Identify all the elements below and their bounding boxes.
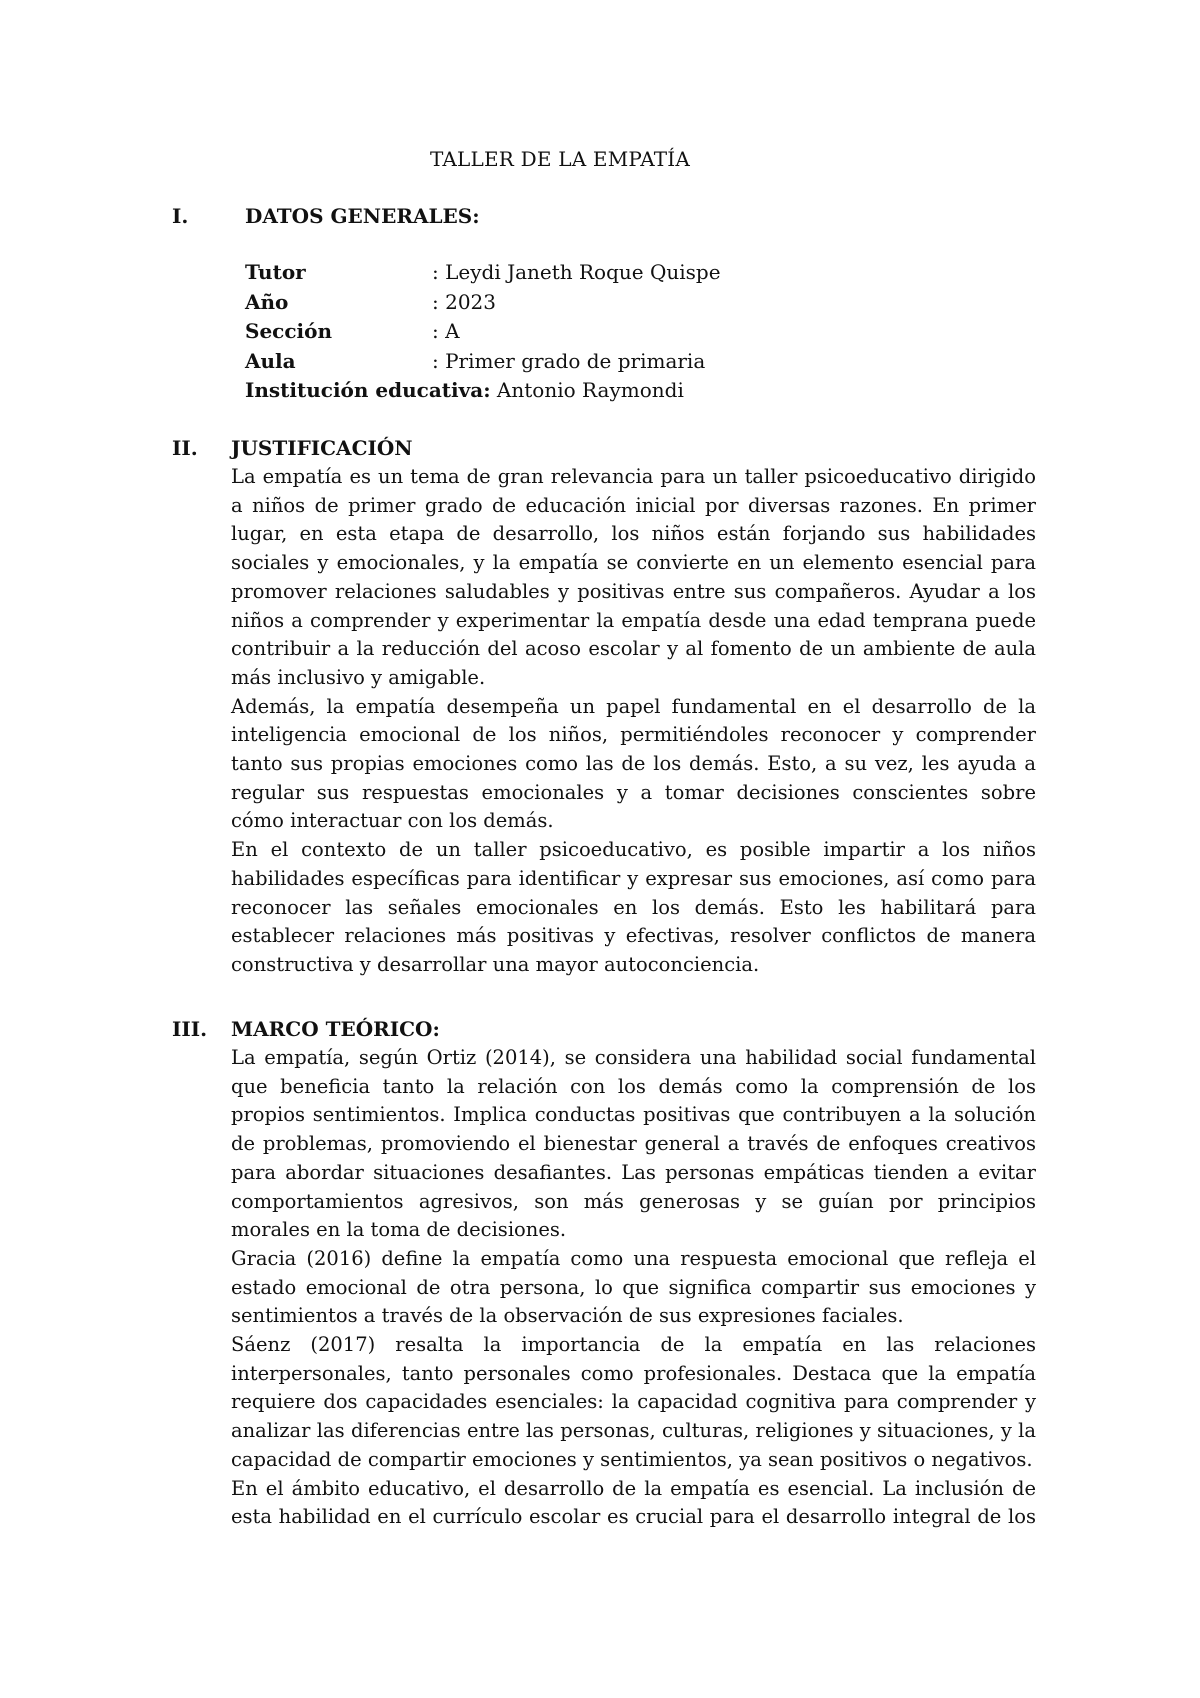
anio-value: : 2023 bbox=[432, 289, 496, 314]
section-1-heading: DATOS GENERALES: bbox=[245, 204, 480, 228]
seccion-label: Sección bbox=[245, 319, 333, 343]
datos-generales bbox=[245, 258, 721, 406]
section-2-number: II. bbox=[172, 436, 198, 460]
datos-row-seccion bbox=[245, 317, 721, 347]
datos-row-institucion bbox=[245, 376, 721, 406]
justificacion-paragraph-1: La empatía es un tema de gran relevancia para un taller psicoeducativo dirigido a niños de primer grado de educación inicial por diversas razones. En primer lugar, en esta etapa de desarrollo, los niños están forjando sus habilidades sociales y emocionales, y la empatía se convierte en un elemento esencial para promover relaciones saludables y positivas entre sus compañeros. Ayudar a los niños a comprender y experimentar la empatía desde una edad temprana puede contribuir a la reducción del acoso escolar y al fomento de un ambiente de aula más inclusivo y amigable. bbox=[231, 465, 1036, 689]
justificacion-paragraph-2: Además, la empatía desempeña un papel fundamental en el desarrollo de la inteligencia emocional de los niños, permitiéndoles reconocer y comprender tanto sus propias emociones como las de los demás. Esto, a su vez, les ayuda a regular sus respuestas emocionales y a tomar decisiones conscientes sobre cómo interactuar con los demás. bbox=[231, 694, 1036, 833]
marco-paragraph-1: La empatía, según Ortiz (2014), se considera una habilidad social fundamental que beneficia tanto la relación con los demás como la comprensión de los propios sentimientos. Implica conductas positivas que contribuyen a la solución de problemas, promoviendo el bienestar general a través de enfoques creativos para abordar situaciones desafiantes. Las personas empáticas tienden a evitar comportamientos agresivos, son más generosas y se guían por principios morales en la toma de decisiones. bbox=[231, 1046, 1036, 1242]
justificacion-body bbox=[231, 463, 1036, 980]
seccion-value: : A bbox=[432, 319, 460, 343]
section-3-number: III. bbox=[172, 1017, 208, 1041]
datos-row-aula bbox=[245, 347, 721, 377]
aula-label: Aula bbox=[245, 348, 296, 373]
institucion-value: Antonio Raymondi bbox=[490, 378, 684, 402]
section-3-heading: MARCO TEÓRICO: bbox=[231, 1017, 440, 1041]
marco-teorico-body bbox=[231, 1044, 1036, 1532]
justificacion-paragraph-3: En el contexto de un taller psicoeducativo, es posible impartir a los niños habilidades específicas para identificar y expresar sus emociones, así como para reconocer las señales emocionales en los demás. Esto les habilitará para establecer relaciones más positivas y efectivas, resolver conflictos de manera constructiva y desarrollar una mayor autoconciencia. bbox=[231, 838, 1036, 976]
document-title: TALLER DE LA EMPATÍA bbox=[429, 147, 691, 171]
marco-paragraph-4: En el ámbito educativo, el desarrollo de la empatía es esencial. La inclusión de esta habilidad en el currículo escolar es crucial para el desarrollo integral de los bbox=[231, 1476, 1036, 1529]
institucion-label: Institución educativa: bbox=[245, 378, 491, 402]
section-2-heading: JUSTIFICACIÓN bbox=[231, 436, 413, 460]
marco-paragraph-2: Gracia (2016) define la empatía como una respuesta emocional que refleja el estado emocional de otra persona, lo que significa compartir sus emociones y sentimientos a través de la observación de sus expresiones faciales. bbox=[231, 1246, 1036, 1328]
datos-row-tutor bbox=[245, 258, 721, 288]
aula-value: : Primer grado de primaria bbox=[432, 348, 706, 373]
marco-paragraph-3: Sáenz (2017) resalta la importancia de la empatía en las relaciones interpersonales, tanto personales como profesionales. Destaca que la empatía requiere dos capacidades esenciales: la capacidad cognitiva para comprender y analizar las diferencias entre las personas, culturas, religiones y situaciones, y la capacidad de compartir emociones y sentimientos, ya sean positivos o negativos. bbox=[231, 1333, 1036, 1471]
tutor-value: : Leydi Janeth Roque Quispe bbox=[432, 260, 721, 284]
tutor-label: Tutor bbox=[245, 260, 306, 284]
anio-label: Año bbox=[245, 289, 289, 314]
section-1-number: I. bbox=[172, 204, 189, 228]
datos-row-anio bbox=[245, 288, 721, 318]
